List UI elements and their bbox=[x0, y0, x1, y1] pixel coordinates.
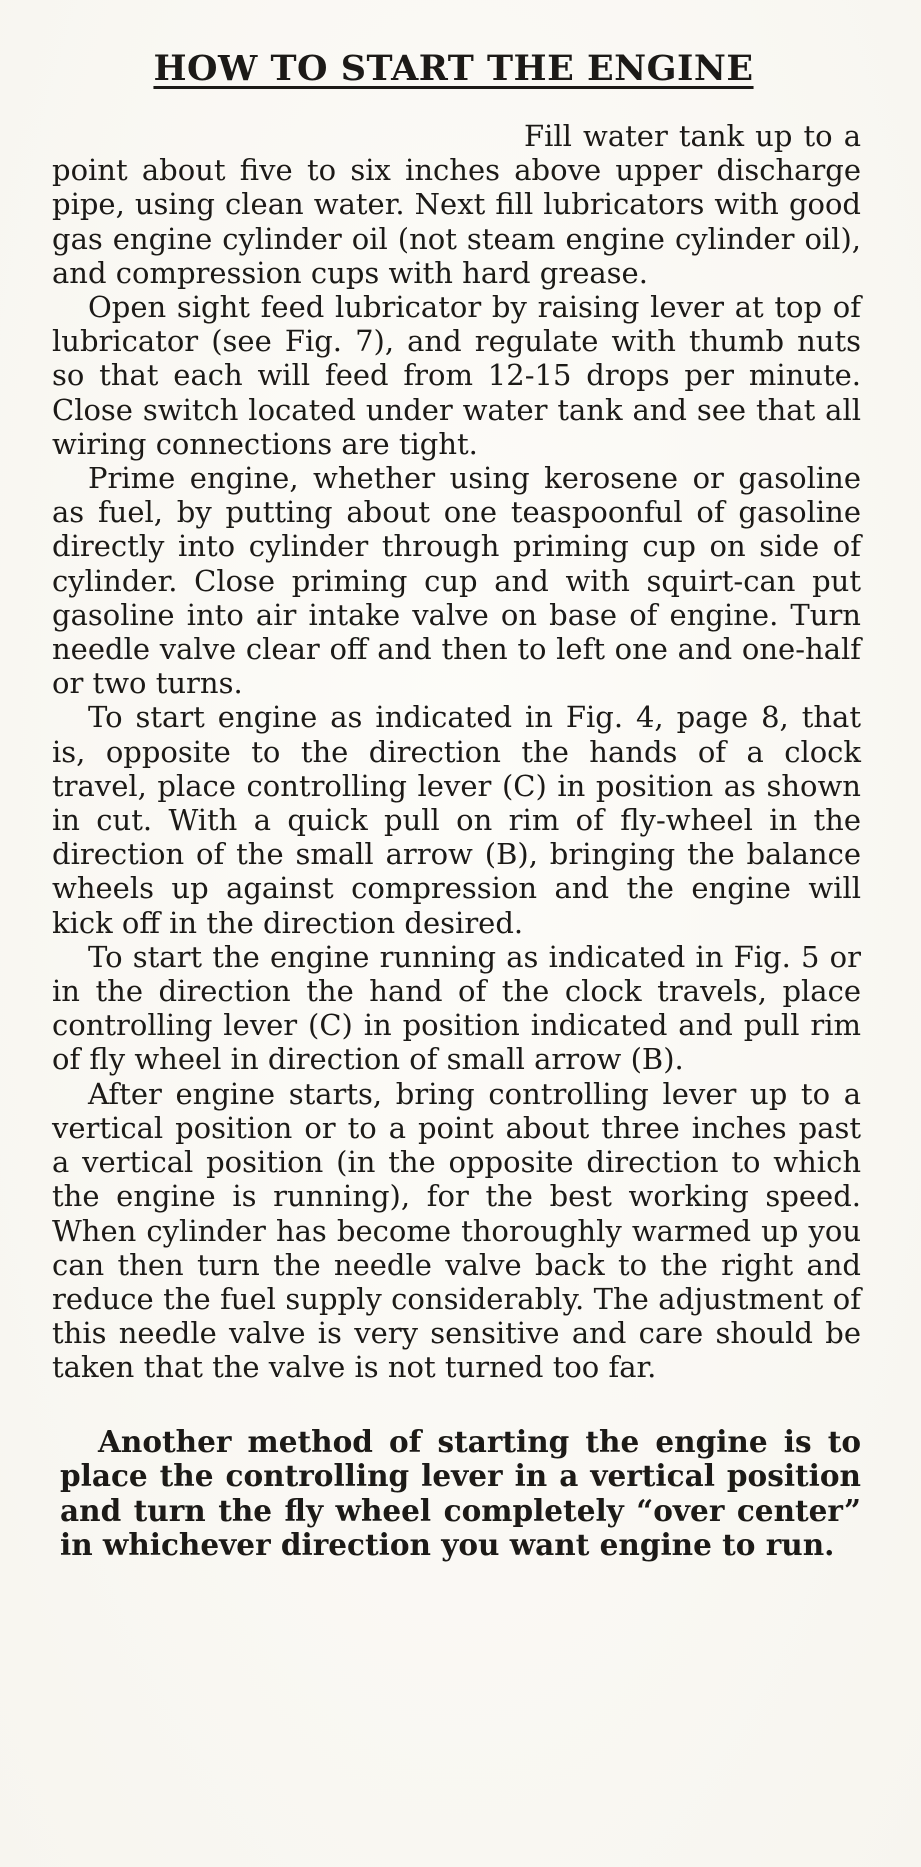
paragraph-fill-tank: Fill water tank up to a point about five to six inches above upper discharge pipe, using clean water. Next fill lubricators with good gas engine cylinder oil (not steam engine cylinder oil), and compression cups with hard grease. bbox=[52, 119, 861, 290]
paragraph-after-start: After engine starts, bring controlling lever up to a vertical position or to a point about three inches past a vertical position (in the opposite direction to which the engine is running), for the best working speed. When cylinder has become thoroughly warmed up you can then turn the needle valve back to the right and reduce the fuel supply considerably. The adjustment of this needle valve is very sensitive and care should be taken that the valve is not turned too far. bbox=[52, 1076, 861, 1385]
paragraph-start-clockwise: To start the engine running as indicated in Fig. 5 or in the direction the hand of the clock travels, place controlling lever (C) in position indicated and pull rim of fly wheel in direction of small arrow (B). bbox=[52, 939, 861, 1077]
page-title: HOW TO START THE ENGINE bbox=[153, 48, 754, 89]
instructions-body bbox=[52, 119, 861, 1385]
paragraph-prime-engine: Prime engine, whether using kerosene or gasoline as fuel, by putting about one teaspoonful of gasoline directly into cylinder through priming cup on side of cylinder. Close priming cup and with squirt-can put gasoline into air intake valve on base of engine. Turn needle valve clear off and then to left one and one-half or two turns. bbox=[52, 461, 861, 701]
paragraph-start-counterclockwise: To start engine as indicated in Fig. 4, page 8, that is, opposite to the direction the hands of a clock travel, place controlling lever (C) in position as shown in cut. With a quick pull on rim of fly-wheel in the direction of the small arrow (B), bringing the balance wheels up against compression and the engine will kick off in the direction desired. bbox=[52, 700, 861, 940]
paragraph-lubricator: Open sight feed lubricator by raising lever at top of lubricator (see Fig. 7), and regulate with thumb nuts so that each will feed from 12-15 drops per minute. Close switch located under water tank and see that all wiring connections are tight. bbox=[52, 290, 861, 461]
paragraph-another-method: Another method of starting the engine is to place the controlling lever in a vertical position and turn the fly wheel completely “over center” in whichever direction you want engine to run. bbox=[60, 1423, 861, 1563]
